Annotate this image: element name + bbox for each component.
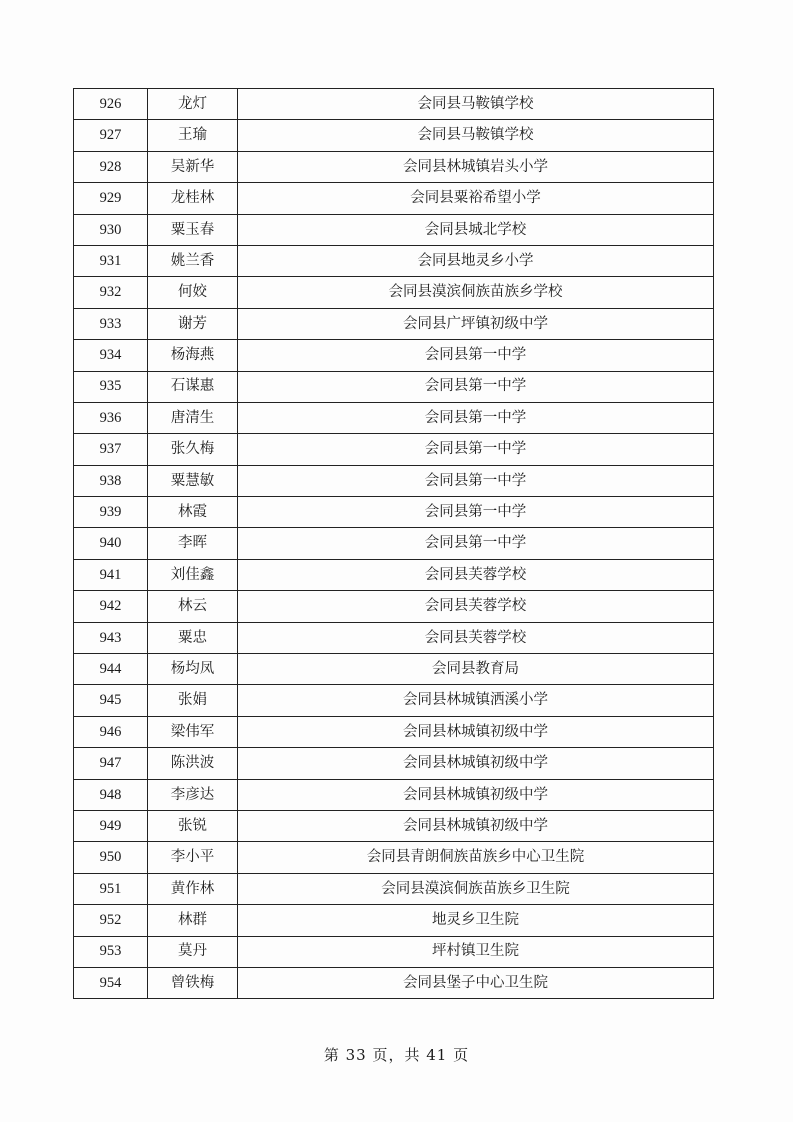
- table-row: [74, 716, 714, 747]
- row-number-cell: 948: [74, 779, 148, 810]
- person-name-cell: 张久梅: [148, 434, 238, 465]
- person-name-cell: 张娟: [148, 685, 238, 716]
- row-number-cell: 942: [74, 591, 148, 622]
- work-unit-cell: 会同县林城镇岩头小学: [238, 151, 714, 182]
- row-number-cell: 938: [74, 465, 148, 496]
- table-row: [74, 685, 714, 716]
- person-name-cell: 林霞: [148, 497, 238, 528]
- person-name-cell: 莫丹: [148, 936, 238, 967]
- table-row: [74, 622, 714, 653]
- row-number-cell: 934: [74, 340, 148, 371]
- work-unit-cell: 会同县林城镇初级中学: [238, 779, 714, 810]
- work-unit-cell: 会同县地灵乡小学: [238, 245, 714, 276]
- row-number-cell: 937: [74, 434, 148, 465]
- row-number-cell: 950: [74, 842, 148, 873]
- person-name-cell: 杨海燕: [148, 340, 238, 371]
- table-row: [74, 308, 714, 339]
- table-row: [74, 559, 714, 590]
- person-name-cell: 李小平: [148, 842, 238, 873]
- person-name-cell: 陈洪波: [148, 748, 238, 779]
- work-unit-cell: 会同县漠滨侗族苗族乡学校: [238, 277, 714, 308]
- work-unit-cell: 会同县林城镇初级中学: [238, 716, 714, 747]
- work-unit-cell: 会同县马鞍镇学校: [238, 120, 714, 151]
- table-row: [74, 905, 714, 936]
- row-number-cell: 946: [74, 716, 148, 747]
- table-row: [74, 842, 714, 873]
- table-row: [74, 89, 714, 120]
- row-number-cell: 947: [74, 748, 148, 779]
- table-row: [74, 873, 714, 904]
- table-row: [74, 528, 714, 559]
- work-unit-cell: 会同县芙蓉学校: [238, 622, 714, 653]
- work-unit-cell: 会同县漠滨侗族苗族乡卫生院: [238, 873, 714, 904]
- person-name-cell: 谢芳: [148, 308, 238, 339]
- row-number-cell: 935: [74, 371, 148, 402]
- person-name-cell: 粟忠: [148, 622, 238, 653]
- work-unit-cell: 会同县教育局: [238, 654, 714, 685]
- table-row: [74, 748, 714, 779]
- work-unit-cell: 会同县第一中学: [238, 340, 714, 371]
- work-unit-cell: 会同县第一中学: [238, 528, 714, 559]
- person-name-cell: 龙灯: [148, 89, 238, 120]
- person-name-cell: 林群: [148, 905, 238, 936]
- row-number-cell: 952: [74, 905, 148, 936]
- person-name-cell: 吴新华: [148, 151, 238, 182]
- work-unit-cell: 会同县林城镇初级中学: [238, 810, 714, 841]
- table-row: [74, 434, 714, 465]
- person-name-cell: 杨均凤: [148, 654, 238, 685]
- row-number-cell: 932: [74, 277, 148, 308]
- work-unit-cell: 会同县芙蓉学校: [238, 559, 714, 590]
- row-number-cell: 945: [74, 685, 148, 716]
- table-row: [74, 151, 714, 182]
- row-number-cell: 940: [74, 528, 148, 559]
- person-name-cell: 粟慧敏: [148, 465, 238, 496]
- row-number-cell: 943: [74, 622, 148, 653]
- person-name-cell: 王瑜: [148, 120, 238, 151]
- person-name-cell: 粟玉春: [148, 214, 238, 245]
- table-row: [74, 340, 714, 371]
- page-footer: 第 33 页，共 41 页: [323, 1046, 470, 1064]
- table-row: [74, 465, 714, 496]
- work-unit-cell: 会同县广坪镇初级中学: [238, 308, 714, 339]
- table-row: [74, 967, 714, 998]
- table-row: [74, 183, 714, 214]
- table-row: [74, 654, 714, 685]
- person-name-cell: 梁伟军: [148, 716, 238, 747]
- work-unit-cell: 会同县城北学校: [238, 214, 714, 245]
- row-number-cell: 929: [74, 183, 148, 214]
- work-unit-cell: 坪村镇卫生院: [238, 936, 714, 967]
- person-name-cell: 石谋惠: [148, 371, 238, 402]
- person-name-cell: 李彦达: [148, 779, 238, 810]
- person-name-cell: 龙桂林: [148, 183, 238, 214]
- table-row: [74, 120, 714, 151]
- row-number-cell: 936: [74, 402, 148, 433]
- work-unit-cell: 会同县第一中学: [238, 434, 714, 465]
- table-row: [74, 402, 714, 433]
- person-name-cell: 黄作林: [148, 873, 238, 904]
- row-number-cell: 926: [74, 89, 148, 120]
- person-name-cell: 唐清生: [148, 402, 238, 433]
- table-row: [74, 277, 714, 308]
- row-number-cell: 939: [74, 497, 148, 528]
- work-unit-cell: 会同县第一中学: [238, 465, 714, 496]
- work-unit-cell: 地灵乡卫生院: [238, 905, 714, 936]
- work-unit-cell: 会同县林城镇洒溪小学: [238, 685, 714, 716]
- table-row: [74, 245, 714, 276]
- row-number-cell: 951: [74, 873, 148, 904]
- table-row: [74, 497, 714, 528]
- row-number-cell: 933: [74, 308, 148, 339]
- table-row: [74, 936, 714, 967]
- work-unit-cell: 会同县芙蓉学校: [238, 591, 714, 622]
- person-name-cell: 张锐: [148, 810, 238, 841]
- work-unit-cell: 会同县粟裕希望小学: [238, 183, 714, 214]
- person-name-cell: 林云: [148, 591, 238, 622]
- work-unit-cell: 会同县第一中学: [238, 402, 714, 433]
- work-unit-cell: 会同县青朗侗族苗族乡中心卫生院: [238, 842, 714, 873]
- table-row: [74, 371, 714, 402]
- row-number-cell: 928: [74, 151, 148, 182]
- row-number-cell: 931: [74, 245, 148, 276]
- roster-table-body: [74, 89, 714, 999]
- row-number-cell: 944: [74, 654, 148, 685]
- person-name-cell: 姚兰香: [148, 245, 238, 276]
- table-row: [74, 214, 714, 245]
- row-number-cell: 949: [74, 810, 148, 841]
- person-name-cell: 曾铁梅: [148, 967, 238, 998]
- work-unit-cell: 会同县马鞍镇学校: [238, 89, 714, 120]
- row-number-cell: 954: [74, 967, 148, 998]
- row-number-cell: 927: [74, 120, 148, 151]
- person-name-cell: 刘佳鑫: [148, 559, 238, 590]
- row-number-cell: 930: [74, 214, 148, 245]
- person-name-cell: 李晖: [148, 528, 238, 559]
- table-row: [74, 591, 714, 622]
- roster-table: [73, 88, 714, 999]
- work-unit-cell: 会同县第一中学: [238, 497, 714, 528]
- work-unit-cell: 会同县堡子中心卫生院: [238, 967, 714, 998]
- work-unit-cell: 会同县林城镇初级中学: [238, 748, 714, 779]
- work-unit-cell: 会同县第一中学: [238, 371, 714, 402]
- row-number-cell: 941: [74, 559, 148, 590]
- table-row: [74, 810, 714, 841]
- row-number-cell: 953: [74, 936, 148, 967]
- person-name-cell: 何姣: [148, 277, 238, 308]
- table-row: [74, 779, 714, 810]
